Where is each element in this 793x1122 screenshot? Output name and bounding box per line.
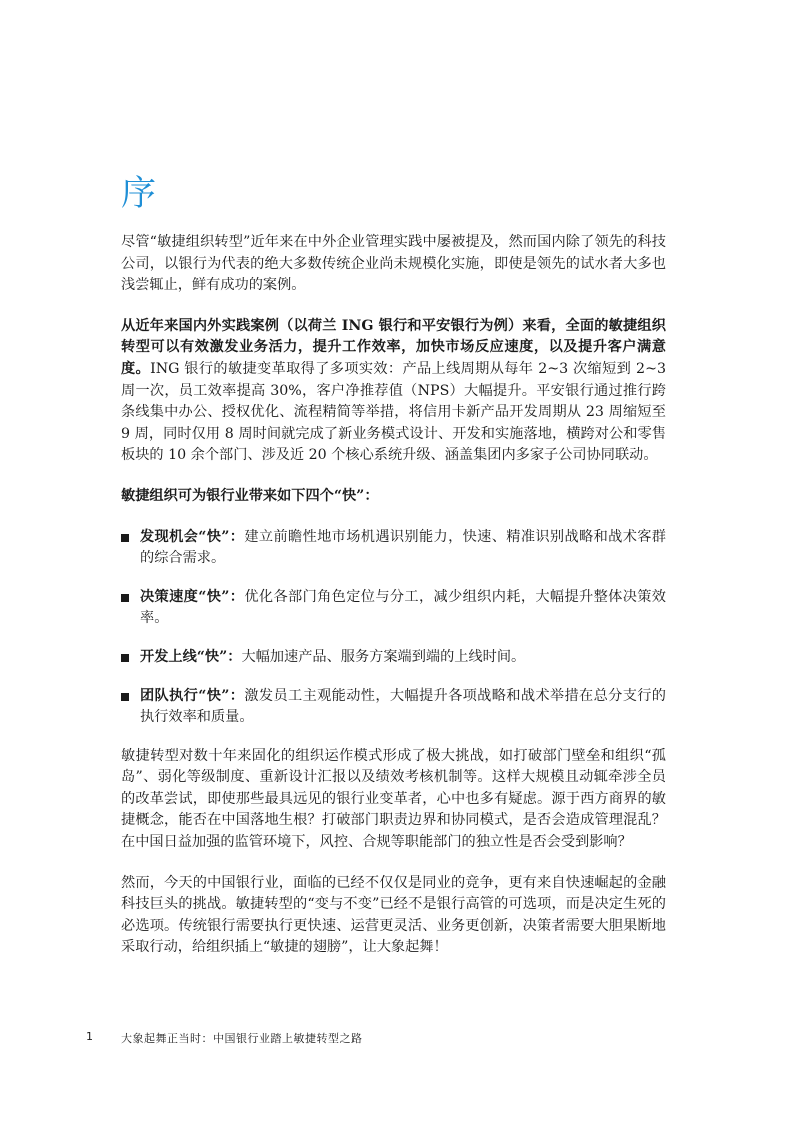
bullet-text: 建立前瞻性地市场机遇识别能力，快速、精准识别战略和战术客群的综合需求。 xyxy=(140,528,666,567)
bullet-text: 激发员工主观能动性，大幅提升各项战略和战术举措在总分支行的执行效率和质量。 xyxy=(140,687,666,726)
bullet-item-launch xyxy=(121,647,666,669)
intro-paragraph: 尽管“敏捷组织转型”近年来在中外企业管理实践中屡被提及，然而国内除了领先的科技公司，以银行为代表的绝大多数传统企业尚未规模化实施，即使是领先的试水者大多也浅尝辄止，鲜有成功的案例。 xyxy=(121,234,666,294)
bullet-label: 团队执行“快”： xyxy=(140,687,245,704)
bullet-text: 大幅加速产品、服务方案端到端的上线时间。 xyxy=(241,648,526,665)
bullet-label: 决策速度“快”： xyxy=(140,588,245,605)
bullet-item-decision xyxy=(121,587,666,630)
bullet-item-opportunity xyxy=(121,527,666,570)
bullet-label: 发现机会“快”： xyxy=(140,528,245,545)
body-content xyxy=(121,232,666,978)
bullet-text: 优化各部门角色定位与分工，减少组织内耗，大幅提升整体决策效率。 xyxy=(140,588,666,627)
bullet-square-icon xyxy=(121,693,129,701)
footer-title: 大象起舞正当时：中国银行业踏上敏捷转型之路 xyxy=(121,1032,363,1045)
bullet-label: 开发上线“快”： xyxy=(140,648,242,665)
page-number: 1 xyxy=(86,1030,93,1043)
practice-paragraph-rest: ING 银行的敏捷变革取得了多项实效：产品上线周期从每年 2~3 次缩短到 2~3 周一次，员工效率提高 30%，客户净推荐值（NPS）大幅提升。平安银行通过推行跨条线集中办公、授权优化、流程精简等举措，将信用卡新产品开发周期从 23 周缩短至 9 周，同时仅用 8 周时间就完成了新业务模式设计、开发和实施落地，横跨对公和零售板块的 10 余个部门、涉及近 20 个核心系统升级、涵盖集团内多家子公司协同联动。 xyxy=(121,360,666,464)
bullet-item-execution xyxy=(121,686,666,729)
bullet-list xyxy=(121,527,666,729)
closing-paragraph: 然而，今天的中国银行业，面临的已经不仅仅是同业的竞争，更有来自快速崛起的金融科技巨头的挑战。敏捷转型的“变与不变”已经不是银行高管的可选项，而是决定生死的必选项。传统银行需要执行更快速、运营更灵活、业务更创新，决策者需要大胆果断地采取行动，给组织插上“敏捷的翅膀”，让大象起舞！ xyxy=(121,874,666,956)
bullet-square-icon xyxy=(121,654,129,662)
practice-paragraph xyxy=(121,316,666,467)
bullet-square-icon xyxy=(121,594,129,602)
page-title: 序 xyxy=(121,174,157,214)
practice-paragraph-bold: 从近年来国内外实践案例（以荷兰 ING 银行和平安银行为例）来看，全面的敏捷组织转型可以有效激发业务活力，提升工作效率，加快市场反应速度，以及提升客户满意度。 xyxy=(121,317,666,377)
section-heading: 敏捷组织可为银行业带来如下四个“快”： xyxy=(121,487,379,504)
bullet-square-icon xyxy=(121,534,129,542)
challenge-paragraph: 敏捷转型对数十年来固化的组织运作模式形成了极大挑战，如打破部门壁垒和组织“孤岛”、弱化等级制度、重新设计汇报以及绩效考核机制等。这样大规模且动辄牵涉全员的改革尝试，即使那些最具远见的银行业变革者，心中也多有疑虑。源于西方商界的敏捷概念，能否在中国落地生根？打破部门职责边界和协同模式，是否会造成管理混乱？在中国日益加强的监管环境下，风控、合规等职能部门的独立性是否会受到影响？ xyxy=(121,747,666,851)
